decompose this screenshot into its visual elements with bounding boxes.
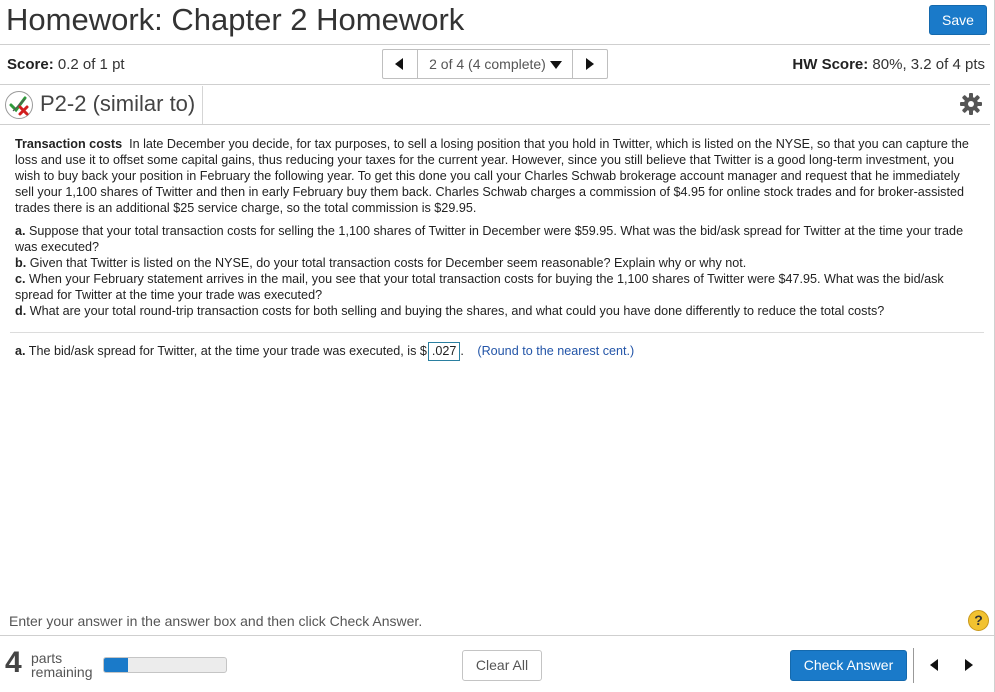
answer-input[interactable]: .027: [428, 342, 461, 361]
parts-remaining-label: [31, 651, 92, 679]
score-value: 0.2 of 1 pt: [57, 56, 125, 73]
problem-title: P2-2 (similar to): [40, 91, 196, 116]
hw-score: [792, 56, 985, 73]
arrow-right-icon: [965, 659, 973, 671]
problem-topic: Transaction costs: [15, 137, 123, 151]
question-text: Given that Twitter is listed on the NYSE, do your total transaction costs for December seem reasonable? Explain why or why not.: [29, 256, 747, 270]
instruction-text: Enter your answer in the answer box and then click Check Answer.: [9, 613, 423, 629]
save-button[interactable]: Save: [929, 5, 987, 35]
page-title: Homework: Chapter 2 Homework: [6, 2, 465, 37]
question-text: When your February statement arrives in the mail, you see that your total transaction costs for buying the 1,100 shares of Twitter were $47.95. What was the bid/ask spread for Twitter at the time your trade was executed?: [15, 272, 944, 302]
help-icon[interactable]: ?: [968, 610, 989, 631]
divider: [0, 84, 990, 85]
progress-fill: [104, 658, 128, 672]
divider: [0, 635, 995, 636]
arrow-right-icon: [586, 58, 594, 70]
question-label: b.: [15, 256, 27, 270]
question-label: a.: [15, 224, 26, 238]
next-question-button[interactable]: [572, 50, 607, 78]
question-score: [7, 56, 125, 73]
hw-score-value: 80%, 3.2 of 4 pts: [872, 56, 985, 73]
question-list: [15, 223, 980, 319]
answer-part-label: a.: [15, 344, 26, 358]
parts-progress-bar: [103, 657, 227, 673]
question-text: Suppose that your total transaction costs for selling the 1,100 shares of Twitter in December were $59.95. What was the bid/ask spread for Twitter at the time your trade was executed?: [15, 224, 964, 254]
caret-down-icon: [550, 61, 562, 69]
parts-label-line: parts: [31, 650, 63, 666]
question-select-dropdown[interactable]: [418, 50, 573, 78]
arrow-left-icon: [930, 659, 938, 671]
check-answer-button[interactable]: Check Answer: [790, 650, 907, 681]
question-text: What are your total round-trip transaction costs for both selling and buying the shares, and what could you have done differently to reduce the total costs?: [29, 304, 885, 318]
previous-part-button[interactable]: [918, 650, 952, 681]
next-part-button[interactable]: [952, 650, 986, 681]
answer-line: [15, 342, 634, 361]
divider: [0, 124, 990, 125]
question-item: [15, 223, 980, 255]
gear-icon[interactable]: [959, 92, 983, 116]
question-item: [15, 255, 980, 271]
question-position: 2 of 4 (4 complete): [429, 56, 546, 72]
question-label: c.: [15, 272, 26, 286]
question-item: [15, 271, 980, 303]
partial-credit-icon: [5, 91, 33, 119]
clear-all-button[interactable]: Clear All: [462, 650, 542, 681]
score-label: Score:: [7, 56, 54, 73]
answer-prompt: The bid/ask spread for Twitter, at the time your trade was executed, is $: [28, 344, 427, 358]
parts-remaining-count: 4: [5, 646, 22, 679]
problem-intro-text: In late December you decide, for tax purposes, to sell a losing position that you hold in Twitter, which is listed on the NYSE, so that you can capture the loss and use it to offset some capital gains, thus reducing your taxes for the current year. However, since you still believe that Twitter is a good long-term investment, you wish to buy back your position in February the following year. To get this done you call your Charles Schwab brokerage account manager and request that he immediately sell your 1,100 shares of Twitter and then in early February buy them back. Charles Schwab charges a commission of $4.95 for online stock trades and for broker-assisted trades there is an additional $25 service charge, so the total commission is $29.95.: [15, 137, 969, 215]
divider: [10, 332, 984, 333]
answer-period: .: [460, 344, 464, 358]
question-label: d.: [15, 304, 27, 318]
divider: [913, 648, 914, 683]
problem-statement: [15, 136, 980, 319]
divider: [0, 44, 990, 45]
parts-label-line: remaining: [31, 664, 93, 680]
hw-score-label: HW Score:: [792, 56, 869, 73]
arrow-left-icon: [395, 58, 403, 70]
rounding-hint: (Round to the nearest cent.): [477, 344, 635, 358]
question-navigator: [382, 49, 608, 79]
divider: [202, 86, 203, 124]
problem-intro: [15, 136, 980, 216]
question-item: [15, 303, 980, 319]
previous-question-button[interactable]: [383, 50, 418, 78]
